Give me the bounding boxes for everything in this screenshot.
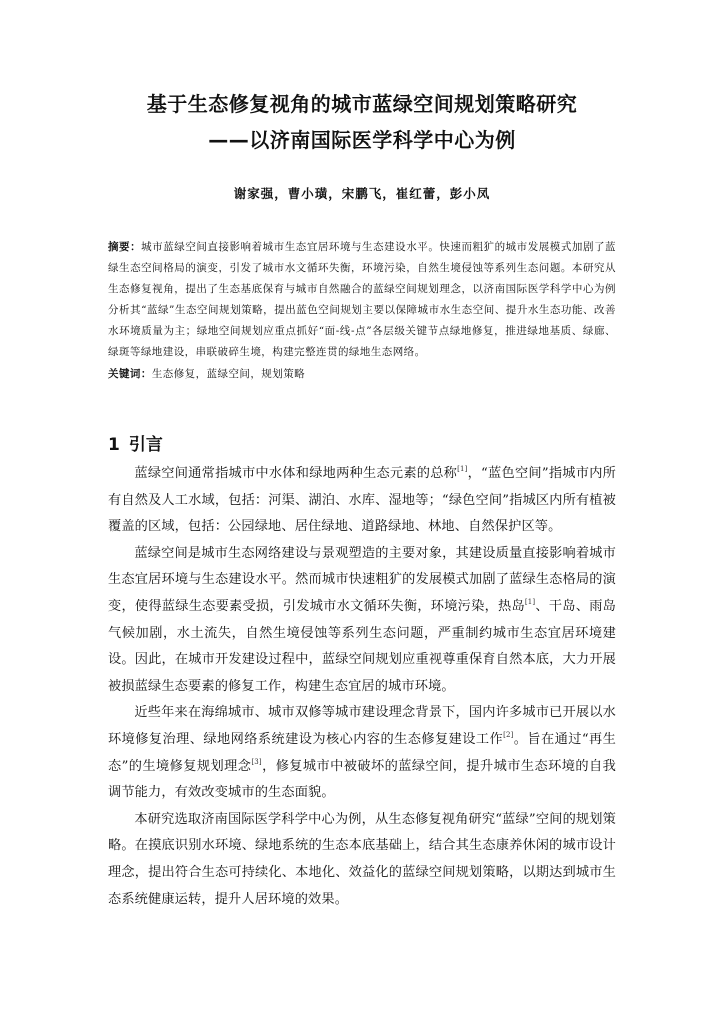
keywords-text: 生态修复，蓝绿空间，规划策略 — [151, 368, 306, 380]
paragraph-text: ，修复城市中被破坏的蓝绿空间，提升城市生态环境的自我调节能力，有效改变城市的生态面貌。 — [108, 758, 616, 801]
paragraph — [108, 700, 616, 806]
citation: [1] — [457, 465, 468, 473]
paper-subtitle: ——以济南国际医学科学中心为例 — [208, 128, 516, 152]
paragraph — [108, 541, 616, 701]
section-heading — [108, 430, 163, 455]
author-list: 谢家强，曹小璜，宋鹏飞，崔红蕾，彭小凤 — [233, 186, 491, 201]
paragraph-text: ，“蓝色空间”指城市内所有自然及人工水域，包括：河渠、湖泊、水库、湿地等；“绿色空间”指城区内所有植被覆盖的区域，包括：公园绿地、居住绿地、道路绿地、林地、自然保护区等。 — [108, 466, 616, 535]
abstract-label: 摘要： — [108, 241, 142, 253]
paragraph-text: 、干岛、雨岛气候加剧，水土流失，自然生境侵蚀等系列生态问题，严重制约城市生态宜居环境建设。因此，在城市开发建设过程中，蓝绿空间规划应重视尊重保育自然本底，大力开展被损蓝绿生态要素的修复工作，构建生态宜居的城市环境。 — [108, 598, 616, 694]
paragraph-text: 蓝绿空间通常指城市中水体和绿地两种生态元素的总称 — [134, 466, 458, 481]
section-number: 1 — [108, 435, 120, 455]
paragraph-text: 蓝绿空间是城市生态网络建设与景观塑造的主要对象，其建设质量直接影响着城市生态宜居环境与生态建设水平。然而城市快速粗犷的发展模式加剧了蓝绿生态格局的演变，使得蓝绿生态要素受损，引发城市水文循环失衡，环境污染，热岛 — [108, 545, 616, 614]
keywords-label: 关键词： — [108, 368, 152, 380]
body-text — [108, 461, 616, 913]
citation: [3] — [251, 757, 262, 766]
paragraph — [108, 461, 616, 541]
abstract — [108, 237, 616, 363]
keywords — [108, 364, 616, 385]
paragraph-text: 近些年来在海绵城市、城市双修等城市建设理念背景下，国内许多城市已开展以水环境修复治理、绿地网络系统建设为核心内容的生态修复建设工作 — [108, 705, 616, 747]
paragraph — [108, 807, 616, 913]
paragraph-text: 。旨在通过“再生态”的生境修复规划理念 — [108, 731, 616, 774]
abstract-text: 城市蓝绿空间直接影响着城市生态宜居环境与生态建设水平。快速而粗犷的城市发展模式加剧了蓝绿生态空间格局的演变，引发了城市水文循环失衡，环境污染，自然生境侵蚀等系列生态问题。本研究从生态修复视角，提出了生态基底保育与城市自然融合的蓝绿空间规划理念，以济南国际医学科学中心为例分析其“蓝绿”生态空间规划策略，提出蓝色空间规划主要以保障城市水生态空间、提升水生态功能、改善水环境质量为主；绿地空间规划应重点抓好“面-线-点”各层级关键节点绿地修复，推进绿地基质、绿廊、绿斑等绿地建设，串联破碎生境，构建完整连贯的绿地生态网络。 — [108, 241, 616, 358]
section-title: 引言 — [128, 435, 163, 455]
citation: [1] — [524, 597, 536, 606]
citation: [2] — [503, 730, 514, 739]
paper-title: 基于生态修复视角的城市蓝绿空间规划策略研究 — [146, 92, 578, 116]
paragraph-text: 本研究选取济南国际医学科学中心为例，从生态修复视角研究“蓝绿”空间的规划策略。在摸底识别水环境、绿地系统的生态本底基础上，结合其生态康养休闲的城市设计理念，提出符合生态可持续化、本地化、效益化的蓝绿空间规划策略，以期达到城市生态系统健康运转，提升人居环境的效果。 — [108, 811, 616, 907]
